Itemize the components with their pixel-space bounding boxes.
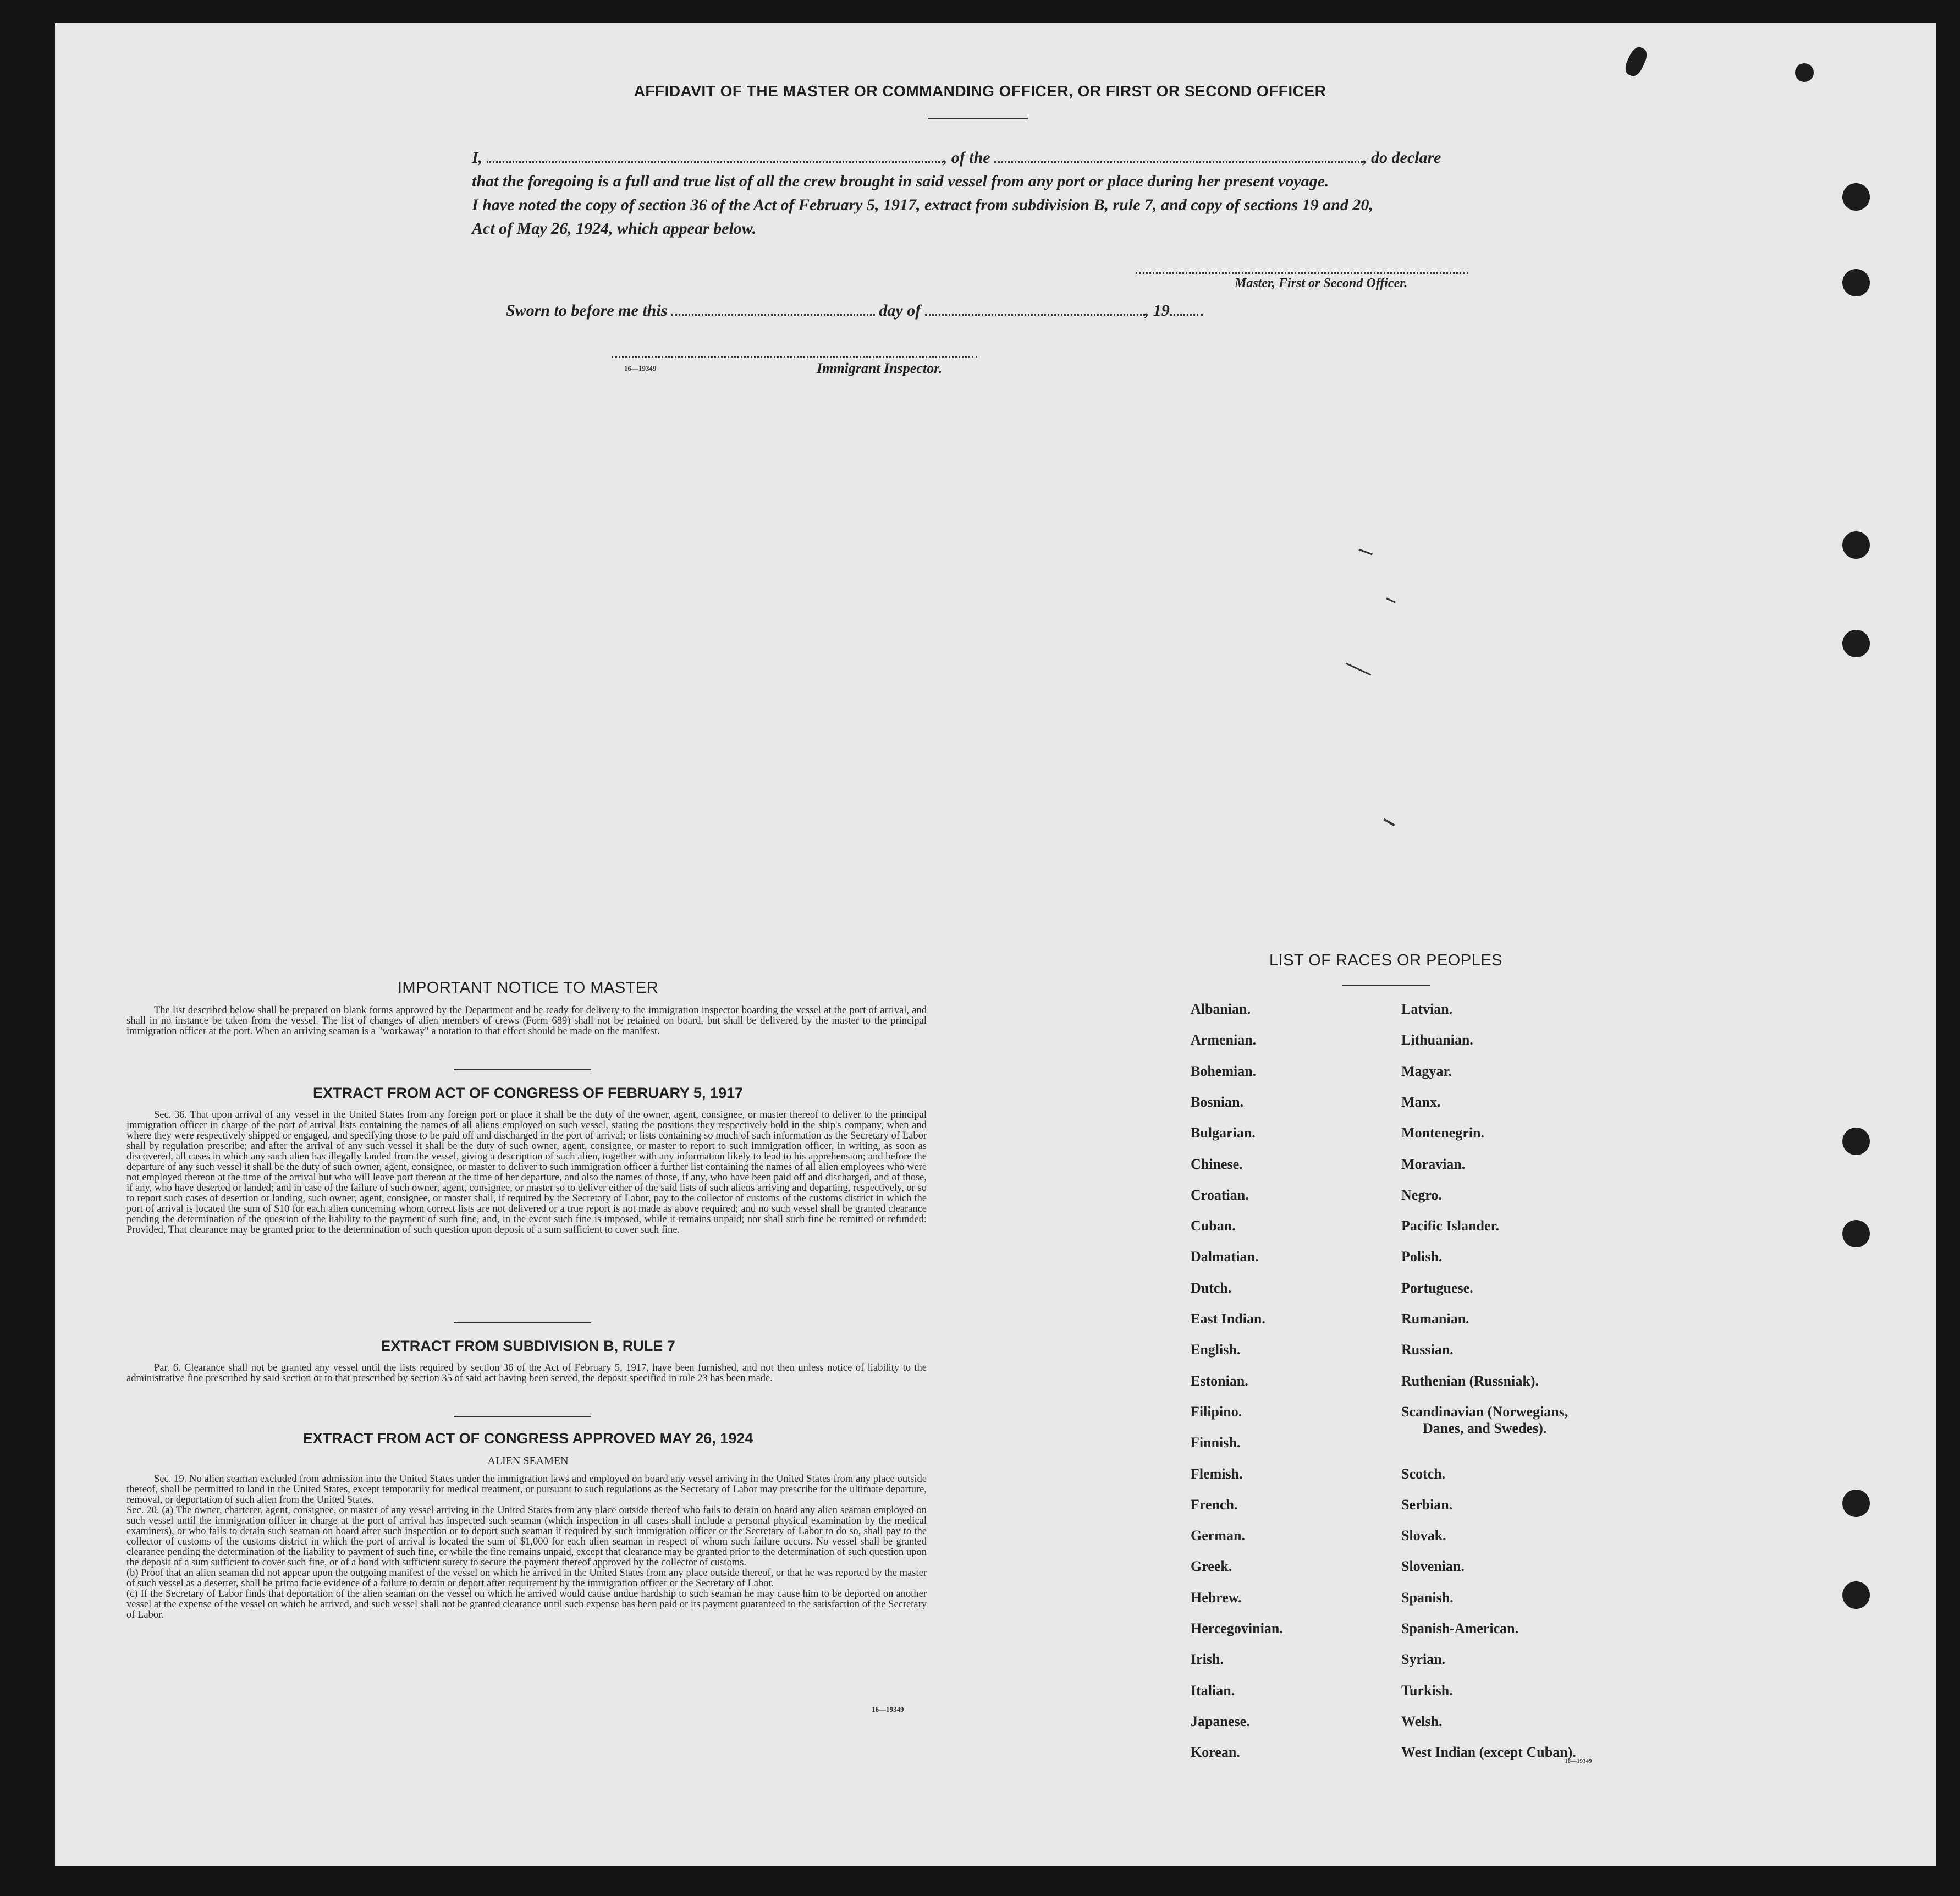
inspector-signature-line[interactable] [612, 356, 977, 358]
notice-title: IMPORTANT NOTICE TO MASTER [397, 979, 659, 997]
race-item: Finnish. [1191, 1435, 1241, 1451]
declaration-line-4: Act of May 26, 1924, which appear below. [472, 219, 757, 238]
ink-blot [1795, 63, 1814, 82]
sworn-year-field[interactable] [1170, 314, 1203, 316]
race-item: Slovenian. [1401, 1558, 1465, 1575]
race-item: Spanish. [1401, 1589, 1454, 1606]
race-item: West Indian (except Cuban). [1401, 1744, 1576, 1761]
races-title: LIST OF RACES OR PEOPLES [1269, 952, 1503, 969]
race-item: Scotch. [1401, 1465, 1446, 1482]
form-number: 16—19349 [1565, 1758, 1592, 1765]
race-item: Armenian. [1191, 1032, 1257, 1048]
race-item: Montenegrin. [1401, 1125, 1484, 1141]
punch-hole [1842, 1128, 1870, 1155]
race-item: Welsh. [1401, 1713, 1443, 1729]
divider [928, 118, 1028, 119]
race-item: Polish. [1401, 1249, 1443, 1265]
extract-1924-title: EXTRACT FROM ACT OF CONGRESS APPROVED MAY 26, 1924 [302, 1430, 753, 1447]
declaration-line-3: I have noted the copy of section 36 of the Act of February 5, 1917, extract from subdivision B, rule 7, and copy of sections 19 and 20, [472, 196, 1373, 214]
race-item: Korean. [1191, 1744, 1240, 1761]
race-item: Slovak. [1401, 1527, 1446, 1544]
race-item: Scandinavian (Norwegians, Danes, and Swedes). [1401, 1403, 1568, 1436]
race-item: Cuban. [1191, 1218, 1236, 1234]
race-item: Bosnian. [1191, 1093, 1244, 1110]
rule7-text: Par. 6. Clearance shall not be granted any vessel until the lists required by section 36 of the Act of February 5, 1917, have been furnished, and not then unless notice of liability to the administrative fine prescribed by said section or to that prescribed by section 35 of said act having been served, the deposit specified in rule 23 has been made. [126, 1362, 927, 1384]
sworn-day-field[interactable] [671, 314, 875, 316]
race-item: Irish. [1191, 1651, 1224, 1668]
sworn-line [506, 301, 1203, 320]
race-item: Hercegovinian. [1191, 1620, 1283, 1636]
race-item: Flemish. [1191, 1465, 1243, 1482]
race-item: Japanese. [1191, 1713, 1250, 1729]
race-item: Serbian. [1401, 1496, 1453, 1513]
race-item: Dalmatian. [1191, 1249, 1259, 1265]
race-item: Spanish-American. [1401, 1620, 1519, 1636]
sworn-day-of: day of [879, 301, 921, 320]
race-item: Portuguese. [1401, 1279, 1473, 1296]
race-item: Turkish. [1401, 1682, 1453, 1699]
extract-1917-title: EXTRACT FROM ACT OF CONGRESS OF FEBRUARY 5, 1917 [312, 1085, 744, 1101]
race-item: Greek. [1191, 1558, 1232, 1575]
form-number: 16—19349 [872, 1705, 904, 1713]
race-item: Dutch. [1191, 1279, 1232, 1296]
race-item: East Indian. [1191, 1311, 1265, 1327]
extract-1917-text: Sec. 36. That upon arrival of any vessel in the United States from any foreign port or place it shall be the duty of the owner, agent, consignee, or master thereof to deliver to the principal immigration officer in charge of the port of arrival lists containing the names of all aliens employed on such vessel, stating the positions they respectively hold in the ship's company, when and where they were respectively shipped or engaged, and specifying those to be paid off and discharged in the port of arrival; or lists containing so much of such information as the Secretary of Labor shall by regulation prescribe; and after the arrival of any such vessel it shall be the duty of such owner, agent, consignee, or master to report to such immigration officer, in writing, as soon as discovered, all cases in which any such alien has illegally landed from the vessel, giving a description of such alien, together with any information likely to lead to his apprehension; and before the departure of any such vessel it shall be the duty of such owner, agent, consignee, or master to deliver to such immigration officer a further list containing the names of all alien employees who were not employed thereon at the time of the arrival but who will leave port thereon at the time of her departure, and also the names of those, if any, who have been paid off and discharged, and of those, if any, who have deserted or landed; and in case of the failure of such owner, agent, consignee, or master so to deliver either of the said lists of such aliens arriving and departing, respectively, or so to report such cases of desertion or landing, such owner, agent, consignee, or master shall, if required by the Secretary of Labor, pay to the collector of customs of the customs district in which the port of arrival is located the sum of $10 for each alien concerning whom correct lists are not delivered or a true report is not made as above required; and no such vessel shall be granted clearance pending the determination of the question of the liability to the payment of such fine, and, in the event such fine is imposed, while it remains unpaid; nor shall such fine be remitted or refunded: Provided, That clearance may be granted prior to the determination of such question upon deposit of a sum sufficient to cover such fine. [126, 1109, 927, 1235]
rule7-title: EXTRACT FROM SUBDIVISION B, RULE 7 [381, 1338, 675, 1354]
race-item: Ruthenian (Russniak). [1401, 1372, 1539, 1389]
punch-hole [1842, 1490, 1870, 1517]
divider [454, 1069, 591, 1070]
race-item: Estonian. [1191, 1372, 1248, 1389]
divider [454, 1416, 591, 1417]
punch-hole [1842, 630, 1870, 657]
sworn-year-prefix: , 19 [1144, 301, 1170, 320]
race-item: Syrian. [1401, 1651, 1446, 1668]
signature-line[interactable] [1136, 272, 1468, 274]
punch-hole [1842, 183, 1870, 211]
race-item: Lithuanian. [1401, 1032, 1473, 1048]
race-item: Pacific Islander. [1401, 1218, 1500, 1234]
race-item: English. [1191, 1342, 1241, 1358]
declarant-name-field[interactable] [487, 161, 943, 163]
signature-label: Master, First or Second Officer. [1235, 276, 1408, 290]
inspector-label: Immigrant Inspector. [817, 360, 943, 376]
declaration-suffix: , do declare [1363, 149, 1441, 167]
race-item: Filipino. [1191, 1403, 1242, 1420]
form-number: 16—19349 [624, 364, 657, 372]
race-item: Hebrew. [1191, 1589, 1242, 1606]
sworn-prefix: Sworn to before me this [506, 301, 668, 320]
punch-hole [1842, 269, 1870, 296]
punch-hole [1842, 531, 1870, 559]
race-item: Magyar. [1401, 1063, 1452, 1079]
race-item: Bulgarian. [1191, 1125, 1256, 1141]
divider [454, 1322, 591, 1323]
race-item: Manx. [1401, 1093, 1441, 1110]
declaration-line-2: that the foregoing is a full and true list of all the crew brought in said vessel from any port or place during her present voyage. [472, 172, 1329, 190]
race-item: Russian. [1401, 1342, 1454, 1358]
race-item: Moravian. [1401, 1156, 1466, 1172]
declaration-line-1 [472, 149, 1441, 167]
race-item: Chinese. [1191, 1156, 1243, 1172]
race-item: Bohemian. [1191, 1063, 1257, 1079]
race-item: Rumanian. [1401, 1311, 1469, 1327]
race-item: Italian. [1191, 1682, 1235, 1699]
extract-1924-text: Sec. 19. No alien seaman excluded from admission into the United States under the immigration laws and employed on board any vessel arriving in the United States from any place outside thereof, shall be permitted to land in the United States, except temporarily for medical treatment, or pursuant to such regulations as the Secretary of Labor may prescribe for the ultimate departure, removal, or deportation of such alien from the United States. Sec. 20. (a) The owner, charterer, agent, consignee, or master of any vessel arriving in the United States from any place outside thereof who fails to detain on board any alien seaman employed on such vessel until the immigration officer in charge at the port of arrival has inspected such seaman (which inspection in all cases shall include a personal physical examination by the medical examiners), or who fails to detain such seaman on board after such inspection or to deport such seaman if required by such immigration officer or the Secretary of Labor to do so, shall pay to the collector of customs of the customs district in which the port of arrival is located the sum of $1,000 for each alien seaman in respect of whom such failure occurs. No vessel shall be granted clearance pending the determination of the liability to payment of such fine, or while the fine remains unpaid, except that clearance may be granted prior to the determination of such question upon the deposit of a sum sufficient to cover such fine, or of a bond with sufficient surety to secure the payment thereof approved by the collector of customs. (b) Proof that an alien seaman did not appear upon the outgoing manifest of the vessel on which he arrived in the United States from any place outside thereof, or that he was reported by the master of such vessel as a deserter, shall be prima facie evidence of a failure to detain or deport after requirement by the immigration officer or the Secretary of Labor. (c) If the Secretary of Labor finds that deportation of the alien seaman on the vessel on which he arrived would cause undue hardship to such seaman he may cause him to be deported on another vessel at the expense of the vessel on which he arrived, and such vessel shall not be granted clearance until such expense has been paid or its payment guaranteed to the satisfaction of the Secretary of Labor. [126, 1474, 927, 1620]
punch-hole [1842, 1581, 1870, 1609]
race-item: Negro. [1401, 1186, 1442, 1203]
race-item: French. [1191, 1496, 1238, 1513]
race-item: German. [1191, 1527, 1245, 1544]
divider [1342, 985, 1430, 986]
sworn-month-field[interactable] [925, 314, 1145, 316]
affidavit-title: AFFIDAVIT OF THE MASTER OR COMMANDING OFFICER, OR FIRST OR SECOND OFFICER [634, 83, 1326, 100]
vessel-name-field[interactable] [994, 161, 1363, 163]
punch-hole [1842, 1220, 1870, 1247]
declarant-prefix: I, [472, 149, 483, 167]
alien-seamen-subtitle: ALIEN SEAMEN [487, 1455, 569, 1467]
race-item: Croatian. [1191, 1186, 1249, 1203]
race-item: Albanian. [1191, 1001, 1251, 1017]
race-item: Latvian. [1401, 1001, 1453, 1017]
vessel-prefix: , of the [943, 149, 990, 167]
notice-text: The list described below shall be prepared on blank forms approved by the Department and be ready for delivery to the immigration inspector boarding the vessel at the port of arrival, and shall in no instance be taken from the vessel. The list of changes of alien members of crews (Form 689) shall not be retained on board, but shall be delivered by the master to the principal immigration officer at the port. When an arriving seaman is a "workaway" a notation to that effect should be made on the manifest. [126, 1005, 927, 1037]
